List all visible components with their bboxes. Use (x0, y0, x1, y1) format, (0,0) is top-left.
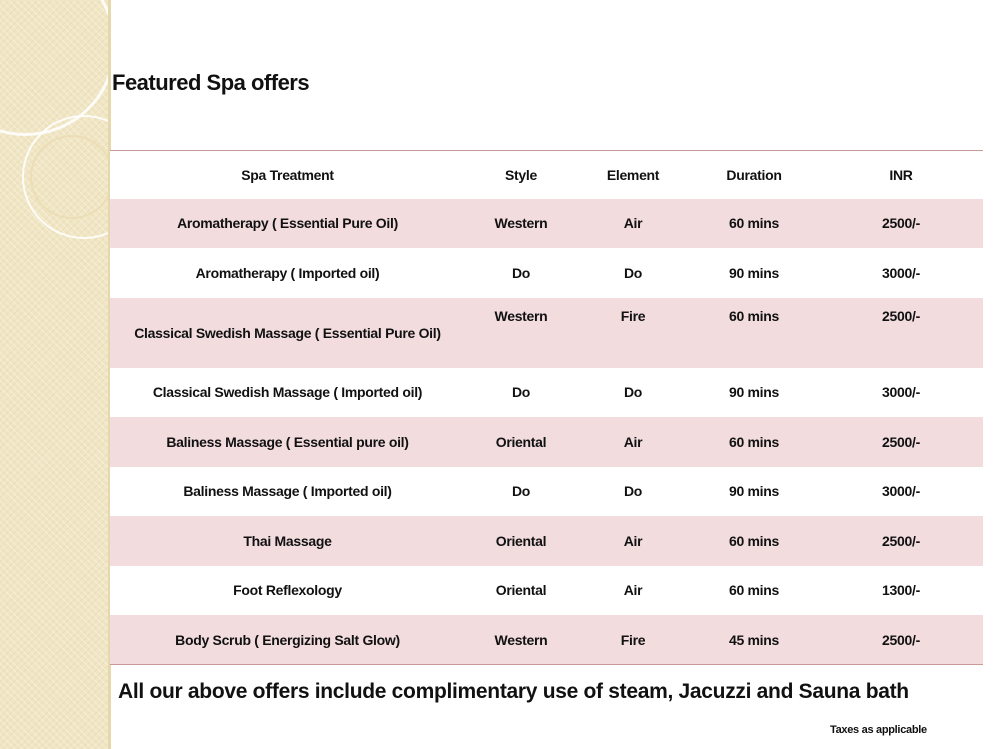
cell-style: Western (494, 631, 548, 648)
cell-treatment: Foot Reflexology (233, 582, 342, 599)
cell-element: Air (623, 215, 643, 232)
cell-style: Western (494, 215, 548, 232)
cell-price: 3000/- (882, 384, 920, 401)
cell-price: 1300/- (882, 582, 920, 599)
cell-style: Do (511, 384, 531, 401)
cell-price: 2500/- (882, 433, 920, 450)
cell-price: 2500/- (882, 215, 920, 232)
header-spa-treatment: Spa Treatment (241, 166, 334, 183)
cell-duration: 60 mins (728, 582, 780, 599)
header-style: Style (505, 166, 537, 183)
cell-element: Fire (620, 307, 646, 324)
table-row (110, 298, 983, 368)
cell-style: Western (494, 307, 548, 324)
cell-duration: 60 mins (728, 532, 780, 549)
cell-treatment: Classical Swedish Massage ( Imported oil) (152, 384, 423, 401)
header-duration: Duration (726, 166, 782, 183)
table-row (110, 199, 983, 249)
cell-style: Oriental (495, 532, 547, 549)
cell-element: Air (623, 582, 643, 599)
table-row (110, 516, 983, 566)
cell-element: Do (623, 384, 643, 401)
cell-duration: 90 mins (728, 384, 780, 401)
header-element: Element (606, 166, 660, 183)
cell-element: Air (623, 433, 643, 450)
cell-element: Air (623, 532, 643, 549)
decorative-circle (30, 135, 110, 219)
cell-duration: 90 mins (728, 264, 780, 281)
cell-treatment: Body Scrub ( Energizing Salt Glow) (175, 631, 400, 648)
cell-treatment: Thai Massage (243, 532, 332, 549)
footer-note: All our above offers include complimentary use of steam, Jacuzzi and Sauna bath (118, 680, 909, 703)
cell-price: 3000/- (882, 264, 920, 281)
cell-duration: 60 mins (728, 215, 780, 232)
cell-treatment: Baliness Massage ( Essential pure oil) (166, 433, 409, 450)
page-title: Featured Spa offers (112, 70, 310, 95)
cell-duration: 60 mins (728, 433, 780, 450)
cell-style: Do (511, 483, 531, 500)
taxes-note: Taxes as applicable (830, 724, 927, 736)
table-row (110, 566, 983, 616)
header-inr: INR (889, 166, 913, 183)
table-row (110, 248, 983, 298)
table-row (110, 417, 983, 467)
table-row (110, 368, 983, 418)
cell-element: Fire (620, 631, 646, 648)
cell-duration: 45 mins (728, 631, 780, 648)
table-row (110, 615, 983, 665)
cell-element: Do (623, 483, 643, 500)
decorative-side-band (0, 0, 110, 749)
cell-style: Do (511, 264, 531, 281)
spa-offers-table (110, 150, 983, 665)
cell-price: 2500/- (882, 631, 920, 648)
table-header-row (110, 151, 983, 199)
cell-style: Oriental (495, 582, 547, 599)
cell-style: Oriental (495, 433, 547, 450)
table-row (110, 467, 983, 517)
cell-element: Do (623, 264, 643, 281)
cell-price: 2500/- (882, 532, 920, 549)
cell-treatment: Classical Swedish Massage ( Essential Pure Oil) (134, 324, 441, 341)
cell-price: 3000/- (882, 483, 920, 500)
cell-duration: 60 mins (728, 307, 780, 324)
cell-price: 2500/- (882, 307, 920, 324)
cell-treatment: Aromatherapy ( Imported oil) (195, 264, 380, 281)
cell-duration: 90 mins (728, 483, 780, 500)
cell-treatment: Aromatherapy ( Essential Pure Oil) (177, 215, 398, 232)
cell-treatment: Baliness Massage ( Imported oil) (183, 483, 392, 500)
